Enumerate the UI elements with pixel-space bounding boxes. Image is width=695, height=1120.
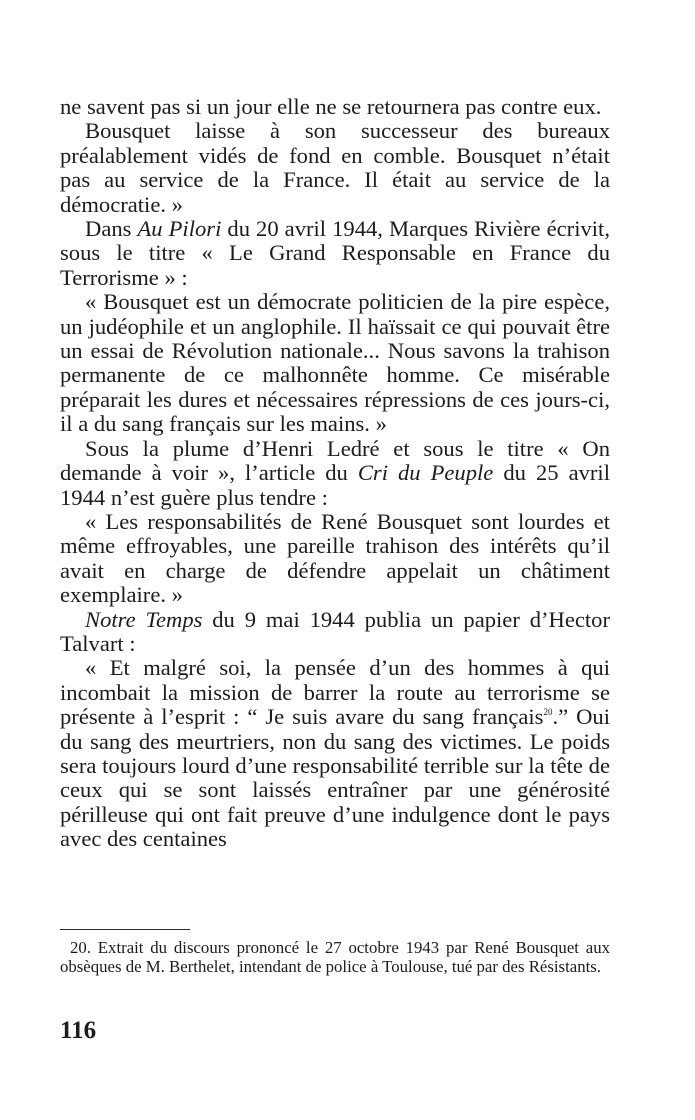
- page-number: 116: [60, 1017, 97, 1044]
- paragraph-7: [60, 608, 610, 657]
- footnote-20: 20. Extrait du discours prononcé le 27 octobre 1943 par René Bousquet aux obsèques de M. Berthelet, intendant de police à Toulouse, tué par des Résistants.: [60, 938, 610, 976]
- paragraph-8-text-after: .” Oui du sang des meurtriers, non du sang des victimes. Le poids sera toujours lourd d’une responsabilité terrible sur la tête de ceux qui se sont laissés entraîner par une générosité périlleuse qui ont fait preuve d’une indulgence dont le pays avec des centaines: [60, 704, 610, 852]
- paragraph-4-text: « Bousquet est un démocrate politicien de la pire espèce, un judéophile et un anglophile. Il haïssait ce qui pouvait être un essai de Révolution nationale... Nous savons la trahison permanente de ce malhonnête homme. Ce misérable préparait les dures et nécessaires répressions de ces jours-ci, il a du sang français sur les mains. »: [60, 289, 610, 437]
- paragraph-1: [60, 95, 610, 119]
- paragraph-2-text: Bousquet laisse à son successeur des bureaux préalablement vidés de fond en comble. Bousquet n’était pas au service de la France. Il était au service de la démocratie. »: [60, 118, 610, 217]
- paragraph-5-text-before: Sous la plume d’Henri Ledré et sous le titre « On demande à voir », l’article du: [60, 435, 610, 486]
- body-text: [60, 95, 610, 852]
- footnote-reference-20: 20: [543, 707, 553, 718]
- paragraph-1-text: ne savent pas si un jour elle ne se retournera pas contre eux.: [60, 94, 602, 119]
- paragraph-7-text-after: du 9 mai 1944 publia un papier d’Hector Talvart :: [60, 606, 610, 656]
- paragraph-2: [60, 119, 610, 217]
- publication-title-notre-temps: Notre Temps: [85, 606, 203, 632]
- paragraph-3-text-after: du 20 avril 1944, Marques Rivière écrivit, sous le titre « Le Grand Responsable en France du Terrorisme » :: [60, 216, 610, 290]
- publication-title-cri-du-peuple: Cri du Peuple: [357, 460, 494, 486]
- publication-title-au-pilori: Au Pilori: [137, 216, 222, 242]
- paragraph-3: [60, 217, 610, 290]
- paragraph-6-text: « Les responsabilités de René Bousquet sont lourdes et même effroyables, une pareille trahison des intérêts qu’il avait en charge de défendre appelait un châtiment exemplaire. »: [60, 508, 610, 608]
- paragraph-5: [60, 437, 610, 510]
- paragraph-6-quote: [60, 510, 610, 608]
- paragraph-4-quote: [60, 290, 610, 436]
- paragraph-3-text-before: Dans: [85, 216, 138, 242]
- paragraph-5-text-after: du 25 avril 1944 n’est guère plus tendre :: [60, 460, 610, 510]
- paragraph-8-quote: [60, 656, 610, 851]
- footnote-divider: [60, 929, 190, 930]
- paragraph-8-text-before: « Et malgré soi, la pensée d’un des hommes à qui incombait la mission de barrer la route au terrorisme se présente à l’esprit : “ Je suis avare du sang français: [60, 655, 610, 730]
